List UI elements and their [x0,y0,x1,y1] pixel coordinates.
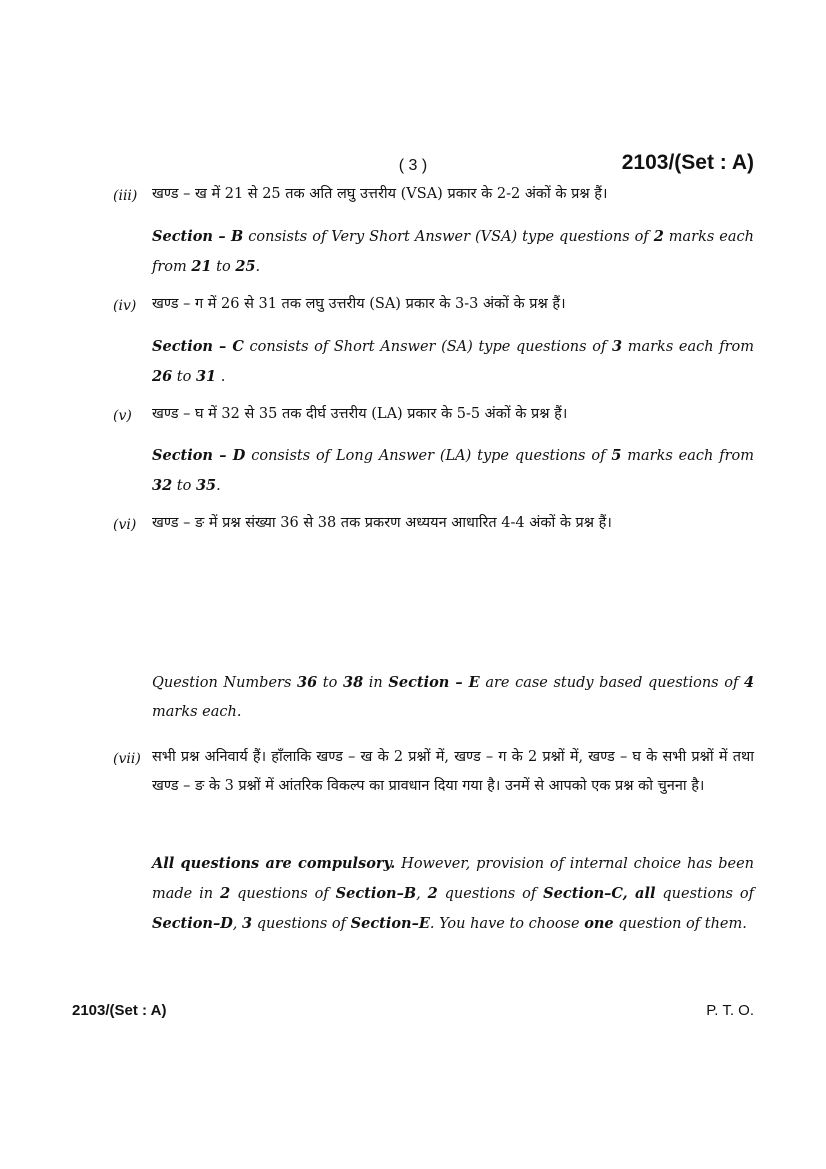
hindi-instruction: सभी प्रश्न अनिवार्य हैं। हाँलाकि खण्ड – ख के 2 प्रश्नों में, खण्ड – ग के 2 प्रश्नों में, खण्ड – घ के सभी प्रश्नों में तथा खण्ड – ङ के 3 प्रश्नों में आंतरिक विकल्प का प्रावधान दिया गया है। उनमें से आपको एक प्रश्न को चुनना है। [152,749,754,794]
footer-set-code: 2103/(Set : A) [72,1002,167,1019]
footer-pto: P. T. O. [706,1002,754,1019]
item-number: (iv) [113,298,137,314]
item-number: (iii) [113,188,138,204]
english-instruction: Section – C consists of Short Answer (SA) type questions of 3 marks each from 26 to 31 . [152,338,754,385]
set-code-header: 2103/(Set : A) [621,151,754,174]
item-number: (vii) [113,751,141,767]
page-number: ( 3 ) [398,157,428,174]
english-instruction: Section – D consists of Long Answer (LA) type questions of 5 marks each from 32 to 35. [152,447,754,494]
hindi-instruction: खण्ड – ग में 26 से 31 तक लघु उत्तरीय (SA) प्रकार के 3-3 अंकों के प्रश्न हैं। [152,296,566,312]
hindi-instruction: खण्ड – ख में 21 से 25 तक अति लघु उत्तरीय (VSA) प्रकार के 2-2 अंकों के प्रश्न हैं। [152,186,608,202]
english-instruction: All questions are compulsory. However, provision of internal choice has been made in 2 questions of Section–B, 2 questions of Section–C, all questions of Section–D, 3 questions of Section–E. You have to choose one question of them. [152,855,755,932]
item-number: (v) [113,408,132,424]
hindi-instruction: खण्ड – घ में 32 से 35 तक दीर्घ उत्तरीय (LA) प्रकार के 5-5 अंकों के प्रश्न हैं। [152,406,568,422]
english-instruction: Section – B consists of Very Short Answer (VSA) type questions of 2 marks each from 21 to 25. [152,228,754,275]
hindi-instruction: खण्ड – ङ में प्रश्न संख्या 36 से 38 तक प्रकरण अध्ययन आधारित 4-4 अंकों के प्रश्न हैं। [152,515,612,531]
item-number: (vi) [113,517,137,533]
english-instruction: Question Numbers 36 to 38 in Section – E are case study based questions of 4 marks each. [152,674,755,720]
